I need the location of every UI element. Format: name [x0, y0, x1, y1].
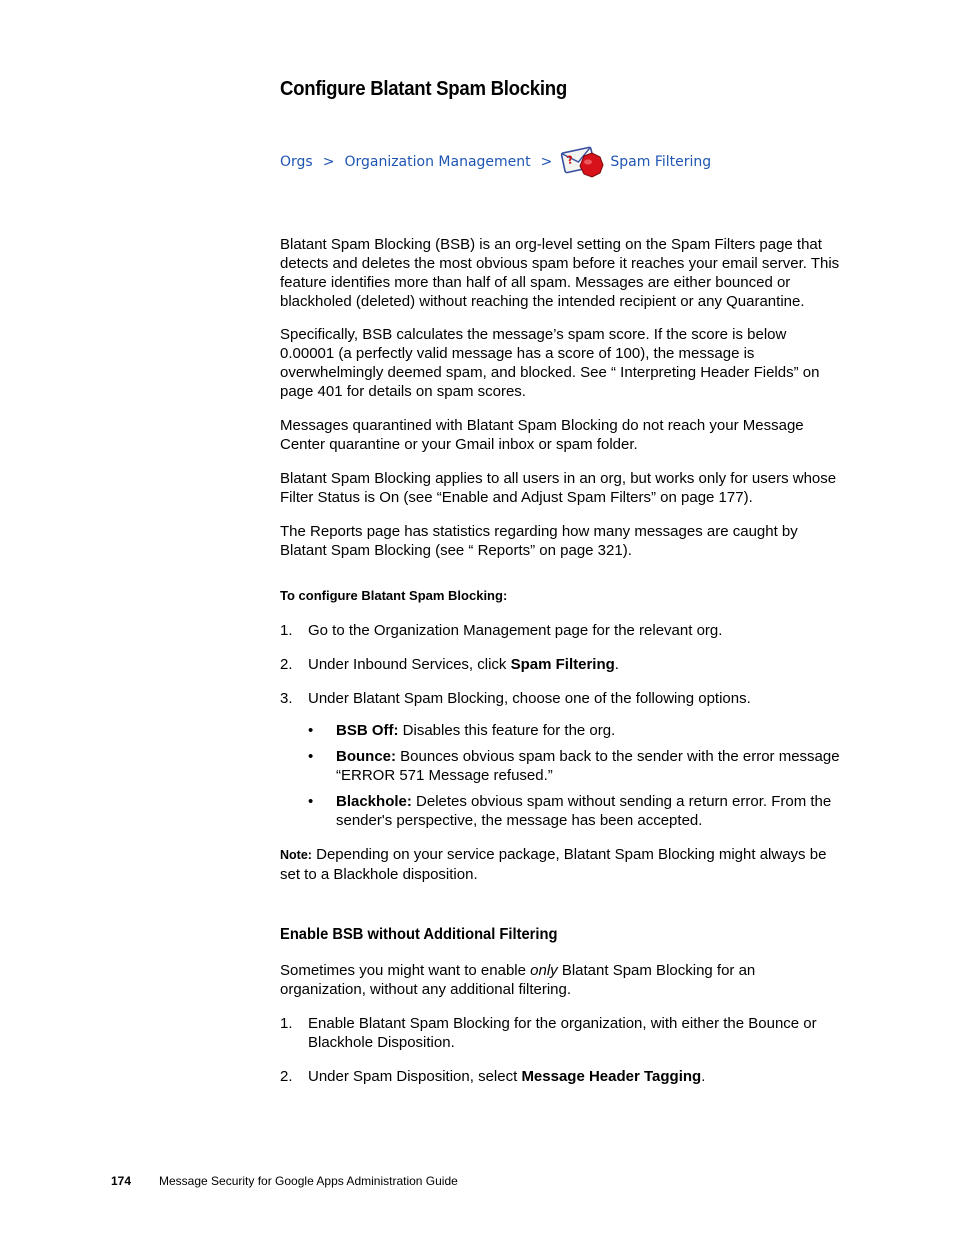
breadcrumb	[280, 142, 711, 182]
bullet-point: •	[308, 793, 314, 810]
section-step	[280, 1067, 842, 1086]
page-footer	[111, 1174, 458, 1188]
breadcrumb-separator: >	[322, 154, 335, 170]
section-heading: Enable BSB without Additional Filtering	[280, 926, 558, 943]
page-number: 174	[111, 1174, 132, 1188]
breadcrumb-org-management-link[interactable]: Organization Management	[344, 154, 531, 170]
procedure-step	[280, 689, 842, 708]
section-step	[280, 1014, 842, 1052]
option-bsb-off: • BSB Off: Disables this feature for the org.	[308, 722, 616, 739]
note	[280, 845, 842, 884]
breadcrumb-spam-filtering-link[interactable]: Spam Filtering	[610, 154, 712, 170]
filter-status-paragraph: Blatant Spam Blocking applies to all users in an org, but works only for users whose Filter Status is On (see “Enable and Adjust Spam Filters” on page 177).	[280, 470, 837, 506]
note-text: Depending on your service package, Blatant Spam Blocking might always be set to a Blackhole disposition.	[280, 846, 827, 883]
reports-paragraph: The Reports page has statistics regarding how many messages are caught by Blatant Spam Blocking (see “ Reports” on page 321).	[280, 523, 798, 559]
score-paragraph: Specifically, BSB calculates the message’s spam score. If the score is below 0.00001 (a perfectly valid message has a score of 100), the message is overwhelmingly deemed spam, and blocked. See “ Interpreting Header Fields” on page 401 for details on spam scores.	[280, 326, 820, 400]
bullet-point: •	[308, 722, 314, 739]
step-number: 2.	[280, 656, 293, 673]
quarantine-paragraph: Messages quarantined with Blatant Spam Blocking do not reach your Message Center quarantine or your Gmail inbox or spam folder.	[280, 417, 804, 453]
page-title: Configure Blatant Spam Blocking	[280, 78, 567, 100]
step-text: Under Inbound Services, click Spam Filtering.	[308, 656, 619, 673]
step-number: 3.	[280, 690, 293, 707]
procedure-step	[280, 621, 842, 640]
procedure-step	[280, 655, 842, 674]
breadcrumb-orgs-link[interactable]: Orgs	[280, 154, 313, 170]
step-number: 1.	[280, 622, 293, 639]
svg-text:?: ?	[565, 153, 575, 168]
breadcrumb-separator: >	[540, 154, 553, 170]
option-blackhole: • Blackhole: Deletes obvious spam without sending a return error. From the sender's perspective, the message has been accepted.	[308, 793, 832, 829]
step-number: 2.	[280, 1068, 293, 1085]
step-text: Under Spam Disposition, select Message Header Tagging.	[308, 1068, 706, 1085]
note-label: Note:	[280, 848, 312, 862]
procedure-heading: To configure Blatant Spam Blocking:	[280, 588, 508, 603]
step-text: Under Blatant Spam Blocking, choose one of the following options.	[308, 690, 751, 707]
section-intro: Sometimes you might want to enable only Blatant Spam Blocking for an organization, without any additional filtering.	[280, 962, 756, 998]
intro-paragraph: Blatant Spam Blocking (BSB) is an org-level setting on the Spam Filters page that detects and deletes the most obvious spam before it reaches your email server. This feature identifies more than half of all spam. Messages are either bounced or blackholed (deleted) without reaching the intended recipient or any Quarantine.	[280, 236, 840, 310]
step-text: Go to the Organization Management page for the relevant org.	[308, 622, 723, 639]
step-text: Enable Blatant Spam Blocking for the organization, with either the Bounce or Blackhole Disposition.	[308, 1015, 817, 1051]
bullet-point: •	[308, 748, 314, 765]
option-bounce: • Bounce: Bounces obvious spam back to the sender with the error message “ERROR 571 Message refused.”	[308, 748, 840, 784]
footer-title: Message Security for Google Apps Administration Guide	[159, 1174, 458, 1188]
spam-filtering-icon	[560, 142, 606, 182]
step-number: 1.	[280, 1015, 293, 1032]
